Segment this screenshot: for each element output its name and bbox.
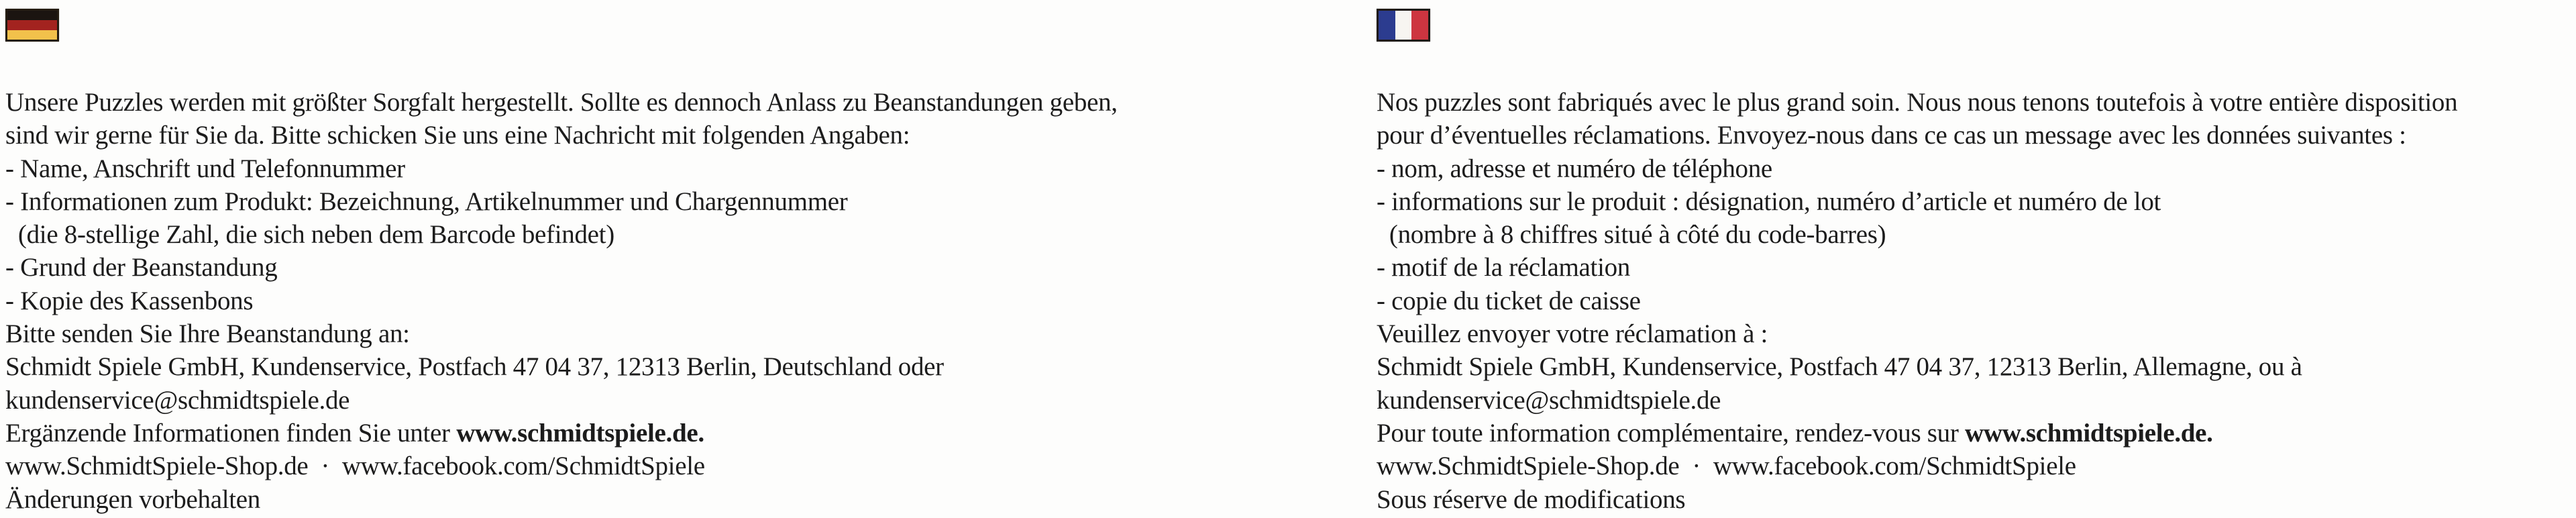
germany-flag-red-stripe [7, 20, 57, 30]
text-line: (nombre à 8 chiffres situé à côté du code-barres) [1377, 220, 1886, 250]
text-line: Veuillez envoyer votre réclamation à : [1377, 319, 1768, 349]
text-line: Sous réserve de modifications [1377, 484, 1686, 514]
france-flag-icon [1377, 9, 1430, 42]
text-line: sind wir gerne für Sie da. Bitte schicken Sie uns eine Nachricht mit folgenden Angaben: [5, 121, 910, 150]
germany-flag-icon [5, 9, 59, 42]
text-line: - Informationen zum Produkt: Bezeichnung, Artikelnummer und Chargennummer [5, 187, 848, 216]
french-section [1377, 9, 2576, 516]
germany-flag-black-stripe [7, 11, 57, 20]
shop-and-facebook-urls: www.SchmidtSpiele-Shop.de · www.facebook.com/SchmidtSpiele [1377, 452, 2076, 481]
text-line: - Grund der Beanstandung [5, 253, 278, 282]
text-line: - Kopie des Kassenbons [5, 286, 254, 315]
text-line: Bitte senden Sie Ihre Beanstandung an: [5, 319, 410, 349]
text-line: - informations sur le produit : désignation, numéro d’article et numéro de lot [1377, 187, 2161, 216]
text-line: Unsere Puzzles werden mit größter Sorgfalt hergestellt. Sollte es dennoch Anlass zu Beanstandungen geben, [5, 88, 1118, 117]
text-line: - motif de la réclamation [1377, 253, 1631, 282]
french-text-block [1377, 86, 2576, 516]
text-line: - nom, adresse et numéro de téléphone [1377, 154, 1772, 183]
german-text-block [5, 86, 1280, 516]
website-url: www.schmidtspiele.de. [456, 418, 704, 448]
germany-flag-gold-stripe [7, 30, 57, 40]
postal-address-line: Schmidt Spiele GmbH, Kundenservice, Postfach 47 04 37, 12313 Berlin, Deutschland oder [5, 352, 944, 382]
text-line [5, 417, 1280, 450]
german-section [5, 9, 1280, 516]
text-line: Änderungen vorbehalten [5, 484, 261, 514]
text-line: (die 8-stellige Zahl, die sich neben dem Barcode befindet) [5, 220, 614, 250]
email-address: kundenservice@schmidtspiele.de [5, 385, 350, 415]
postal-address-line: Schmidt Spiele GmbH, Kundenservice, Postfach 47 04 37, 12313 Berlin, Allemagne, ou à [1377, 352, 2302, 382]
website-url: www.schmidtspiele.de. [1965, 418, 2213, 448]
text-line [1377, 417, 2576, 450]
text-line: Nos puzzles sont fabriqués avec le plus grand soin. Nous nous tenons toutefois à votre entière disposition [1377, 88, 2458, 117]
text-line: pour d’éventuelles réclamations. Envoyez-nous dans ce cas un message avec les données suivantes : [1377, 121, 2406, 150]
text-segment: Pour toute information complémentaire, rendez-vous sur [1377, 418, 1965, 448]
france-flag-white-stripe [1395, 11, 1412, 40]
text-segment: Ergänzende Informationen finden Sie unter [5, 418, 457, 448]
text-line: - Name, Anschrift und Telefonnummer [5, 154, 405, 183]
france-flag-red-stripe [1411, 11, 1428, 40]
france-flag-blue-stripe [1379, 11, 1395, 40]
shop-and-facebook-urls: www.SchmidtSpiele-Shop.de · www.facebook.com/SchmidtSpiele [5, 452, 705, 481]
email-address: kundenservice@schmidtspiele.de [1377, 385, 1721, 415]
text-line: - copie du ticket de caisse [1377, 286, 1641, 315]
